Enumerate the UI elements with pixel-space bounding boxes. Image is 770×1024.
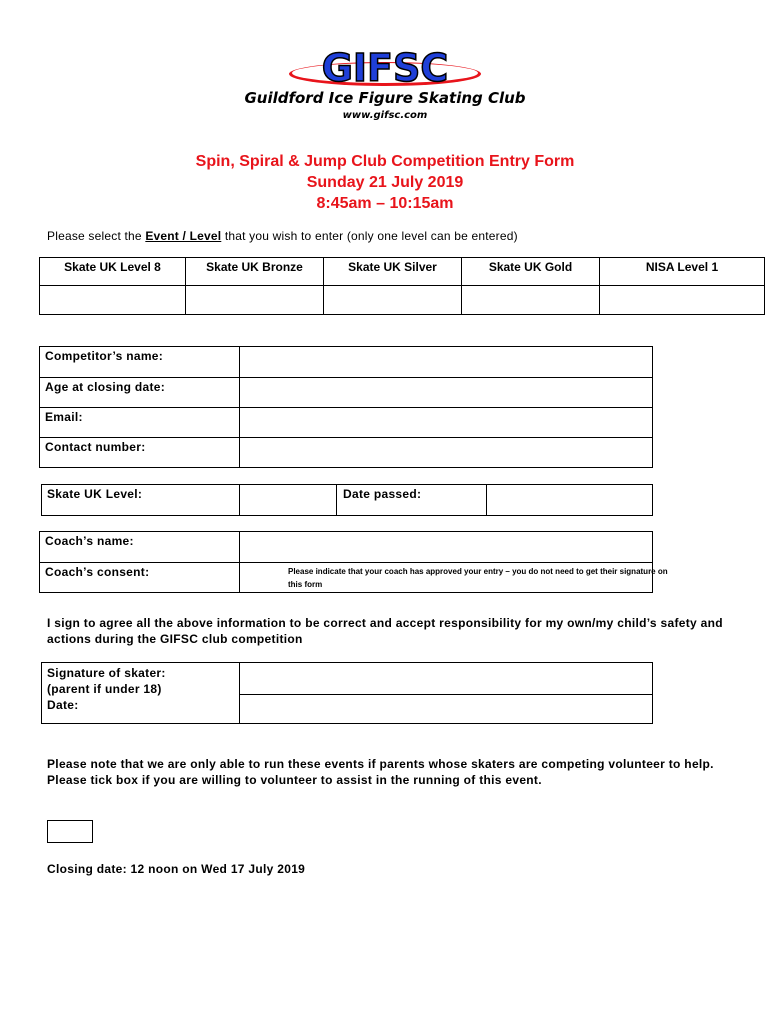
coach-consent-label: Coach’s consent: (45, 565, 150, 579)
coach-name-field[interactable] (240, 532, 652, 562)
signature-date-field[interactable] (240, 695, 652, 723)
signature-label: Signature of skater: (47, 666, 166, 680)
signature-parent-note: (parent if under 18) (47, 682, 162, 696)
level-select-skate-uk-silver[interactable] (324, 286, 462, 314)
skate-level-table (41, 484, 653, 516)
instruction-emphasis: Event / Level (145, 229, 222, 243)
level-select-nisa-level-1[interactable] (600, 286, 764, 314)
competitor-name-field[interactable] (240, 347, 652, 377)
level-select-skate-uk-level-8[interactable] (40, 286, 186, 314)
level-select-skate-uk-bronze[interactable] (186, 286, 324, 314)
instruction-text-before: Please select the (47, 229, 146, 243)
signature-label-block (47, 665, 166, 713)
age-field[interactable] (240, 378, 652, 407)
instruction-text-after: that you wish to enter (only one level can be entered) (221, 229, 518, 243)
email-field[interactable] (240, 408, 652, 437)
contact-number-label: Contact number: (45, 440, 146, 454)
coach-consent-row (40, 563, 668, 593)
email-row (40, 408, 652, 438)
coach-name-label: Coach’s name: (45, 534, 134, 548)
competitor-name-label: Competitor’s name: (45, 349, 164, 363)
level-header-skate-uk-gold: Skate UK Gold (462, 258, 600, 286)
level-header-skate-uk-bronze: Skate UK Bronze (186, 258, 324, 286)
volunteer-tick-box[interactable] (47, 820, 93, 843)
coach-consent-field[interactable] (240, 563, 652, 593)
club-name: Guildford Ice Figure Skating Club (244, 89, 526, 107)
club-logo (285, 48, 485, 90)
level-select-skate-uk-gold[interactable] (462, 286, 600, 314)
logo-graphic (285, 48, 485, 90)
contact-row (40, 438, 652, 468)
level-header-skate-uk-level-8: Skate UK Level 8 (40, 258, 186, 286)
volunteer-note: Please note that we are only able to run these events if parents whose skaters are competing volunteer to help. Please tick box if you are willing to volunteer to assist in the running of this event. (47, 757, 714, 787)
agreement-statement: I sign to agree all the above information to be correct and accept responsibility for my own/my child’s safety and actions during the GIFSC club competition (47, 616, 723, 646)
skate-uk-level-label: Skate UK Level: (47, 487, 143, 501)
signature-table (41, 662, 653, 724)
club-website: www.gifsc.com (342, 110, 428, 121)
level-instruction (47, 229, 518, 243)
signature-date-label: Date: (47, 698, 79, 712)
competitor-details-table (39, 346, 653, 468)
level-selection-table (39, 257, 765, 315)
date-passed-label: Date passed: (343, 487, 422, 501)
coach-table (39, 531, 668, 593)
closing-date: Closing date: 12 noon on Wed 17 July 2019 (47, 862, 306, 876)
email-label: Email: (45, 410, 83, 424)
skate-uk-level-field[interactable] (240, 485, 336, 515)
level-header-nisa-level-1: NISA Level 1 (600, 258, 764, 286)
form-title: Spin, Spiral & Jump Club Competition Entry Form (195, 153, 575, 170)
age-label: Age at closing date: (45, 380, 166, 394)
contact-number-field[interactable] (240, 438, 652, 468)
age-row (40, 378, 652, 408)
event-date: Sunday 21 July 2019 (306, 174, 464, 191)
column-divider (336, 485, 337, 515)
level-header-skate-uk-silver: Skate UK Silver (324, 258, 462, 286)
signature-field[interactable] (240, 663, 652, 694)
date-passed-field[interactable] (487, 485, 652, 515)
event-time: 8:45am – 10:15am (316, 195, 454, 212)
coach-name-row (40, 532, 652, 563)
coach-consent-hint: Please indicate that your coach has approved your entry – you do not need to get their signature on this form (288, 567, 668, 589)
logo-text: GIFSC (321, 48, 449, 90)
competitor-name-row (40, 347, 652, 378)
